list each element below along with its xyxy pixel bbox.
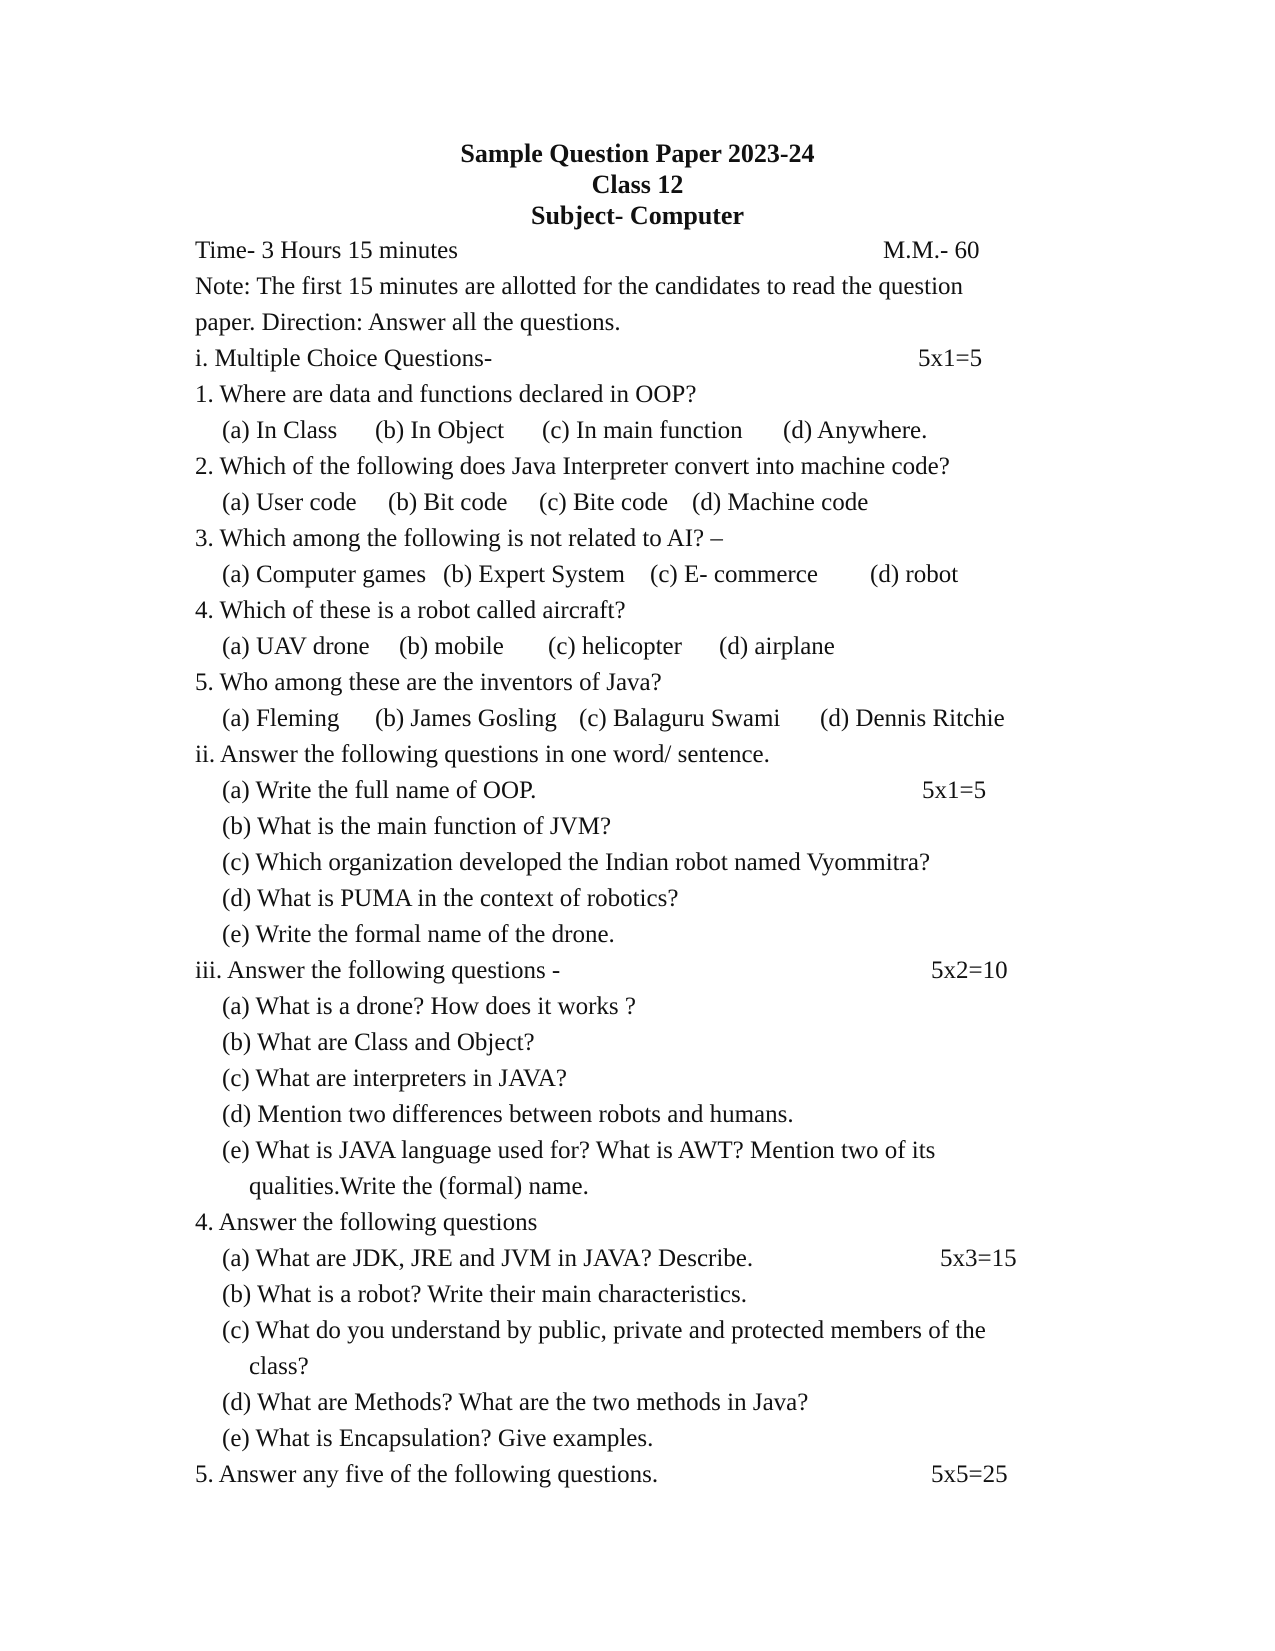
option: (d) Anywhere. (783, 417, 928, 444)
sub-question: (c) Which organization developed the Indian robot named Vyommitra? (222, 849, 931, 876)
option: (d) Machine code (692, 489, 869, 516)
option: (b) Bit code (388, 489, 508, 516)
sub-question-continuation: class? (249, 1353, 309, 1380)
section-5-heading: 5. Answer any five of the following questions. (195, 1461, 659, 1488)
sub-question-text: (a) What are JDK, JRE and JVM in JAVA? Describe. (222, 1245, 754, 1272)
sub-question: (d) Mention two differences between robots and humans. (222, 1101, 794, 1128)
option: (a) In Class (222, 417, 338, 444)
section-1-heading: i. Multiple Choice Questions- (195, 345, 493, 372)
option: (c) Balaguru Swami (579, 705, 781, 732)
option: (d) robot (870, 561, 959, 588)
sub-question: (b) What is a robot? Write their main characteristics. (222, 1281, 747, 1308)
option: (a) User code (222, 489, 357, 516)
sub-question (195, 1241, 1075, 1277)
sub-question: (e) Write the formal name of the drone. (222, 921, 615, 948)
option: (b) Expert System (443, 561, 625, 588)
option: (c) In main function (542, 417, 743, 444)
sub-question: (c) What do you understand by public, private and protected members of the (222, 1317, 986, 1344)
sub-question: (e) What is JAVA language used for? What is AWT? Mention two of its (222, 1137, 936, 1164)
note-line: paper. Direction: Answer all the questions. (195, 309, 621, 336)
sub-question: (c) What are interpreters in JAVA? (222, 1065, 568, 1092)
option: (c) helicopter (548, 633, 682, 660)
option: (d) airplane (719, 633, 835, 660)
section-heading (195, 1457, 1075, 1493)
section-3-marks: 5x2=10 (931, 957, 1008, 984)
question-text: 2. Which of the following does Java Interpreter convert into machine code? (195, 453, 950, 480)
option: (a) Computer games (222, 561, 427, 588)
time-allowed: Time- 3 Hours 15 minutes (195, 237, 458, 264)
section-heading (195, 341, 1075, 377)
question-text: 4. Which of these is a robot called aircraft? (195, 597, 626, 624)
maximum-marks: M.M.- 60 (883, 237, 980, 264)
options-row (195, 557, 1075, 593)
options-row (195, 629, 1075, 665)
sub-question: (d) What are Methods? What are the two methods in Java? (222, 1389, 809, 1416)
options-row (195, 413, 1075, 449)
section-3-heading: iii. Answer the following questions - (195, 957, 561, 984)
sub-question-continuation: qualities.Write the (formal) name. (249, 1173, 589, 1200)
paper-body (195, 233, 1075, 1493)
section-4-marks: 5x3=15 (940, 1245, 1017, 1272)
section-heading (195, 953, 1075, 989)
sub-question: (b) What are Class and Object? (222, 1029, 535, 1056)
question-text: 3. Which among the following is not related to AI? – (195, 525, 723, 552)
option: (a) Fleming (222, 705, 340, 732)
paper-class: Class 12 (591, 170, 684, 199)
sub-question-text: (a) Write the full name of OOP. (222, 777, 537, 804)
section-4-heading: 4. Answer the following questions (195, 1209, 538, 1236)
section-2-heading: ii. Answer the following questions in one word/ sentence. (195, 741, 770, 768)
option: (d) Dennis Ritchie (820, 705, 1005, 732)
section-1-marks: 5x1=5 (918, 345, 983, 372)
paper-header (0, 138, 1275, 231)
section-5-marks: 5x5=25 (931, 1461, 1008, 1488)
sub-question: (b) What is the main function of JVM? (222, 813, 612, 840)
option: (b) James Gosling (375, 705, 557, 732)
section-2-marks: 5x1=5 (922, 777, 987, 804)
question-text: 1. Where are data and functions declared in OOP? (195, 381, 697, 408)
option: (b) mobile (399, 633, 504, 660)
option: (a) UAV drone (222, 633, 370, 660)
sub-question (195, 773, 1075, 809)
sub-question: (e) What is Encapsulation? Give examples. (222, 1425, 654, 1452)
option: (c) E- commerce (650, 561, 818, 588)
option: (b) In Object (375, 417, 505, 444)
paper-title: Sample Question Paper 2023-24 (460, 139, 815, 168)
options-row (195, 485, 1075, 521)
sub-question: (a) What is a drone? How does it works ? (222, 993, 637, 1020)
question-text: 5. Who among these are the inventors of Java? (195, 669, 662, 696)
time-marks-row (195, 233, 1075, 269)
options-row (195, 701, 1075, 737)
note-line: Note: The first 15 minutes are allotted for the candidates to read the question (195, 273, 964, 300)
paper-subject: Subject- Computer (530, 201, 745, 230)
option: (c) Bite code (539, 489, 669, 516)
sub-question: (d) What is PUMA in the context of robotics? (222, 885, 679, 912)
